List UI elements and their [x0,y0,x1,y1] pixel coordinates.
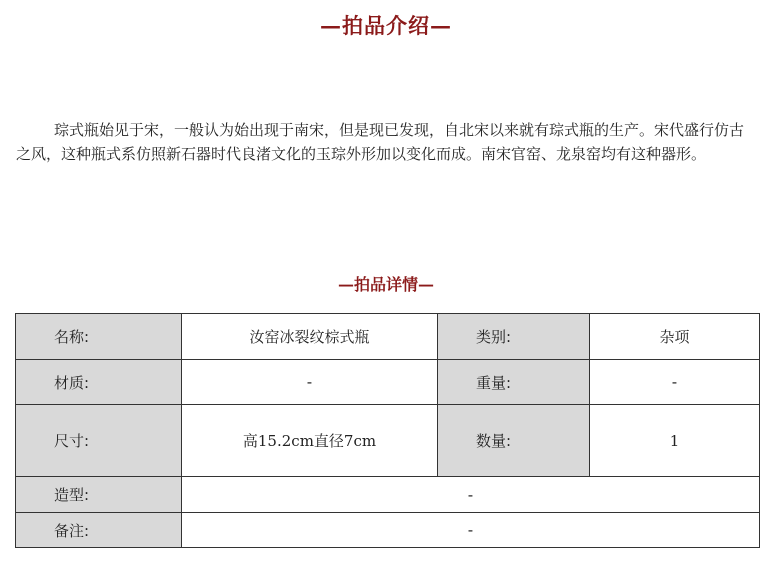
name-label: 名称: [16,314,182,360]
size-label: 尺寸: [16,405,182,477]
lot-details-table [15,313,760,548]
table-row-material [16,360,760,405]
table-row-size [16,405,760,477]
shape-label: 造型: [16,477,182,513]
remark-label: 备注: [16,513,182,548]
weight-value: - [590,360,760,405]
name-value: 汝窑冰裂纹棕式瓶 [182,314,438,360]
category-value: 杂项 [590,314,760,360]
table-row-shape [16,477,760,513]
lot-details-title: —拍品详情— [337,275,434,294]
shape-value: - [182,477,760,513]
size-value: 高15.2cm直径7cm [182,405,438,477]
table-row-remark [16,513,760,548]
weight-label: 重量: [438,360,590,405]
quantity-label: 数量: [438,405,590,477]
lot-introduction-text: 琮式瓶始见于宋，一般认为始出现于南宋，但是现已发现，自北宋以来就有琮式瓶的生产。宋代盛行仿古之风，这种瓶式系仿照新石器时代良渚文化的玉琮外形加以变化而成。南宋官窑、龙泉窑均有这种器形。 [16,121,745,163]
quantity-value: 1 [590,405,760,477]
table-row-name [16,314,760,360]
lot-introduction-title: —拍品介绍— [320,13,452,38]
category-label: 类别: [438,314,590,360]
material-value: - [182,360,438,405]
remark-value: - [182,513,760,548]
material-label: 材质: [16,360,182,405]
